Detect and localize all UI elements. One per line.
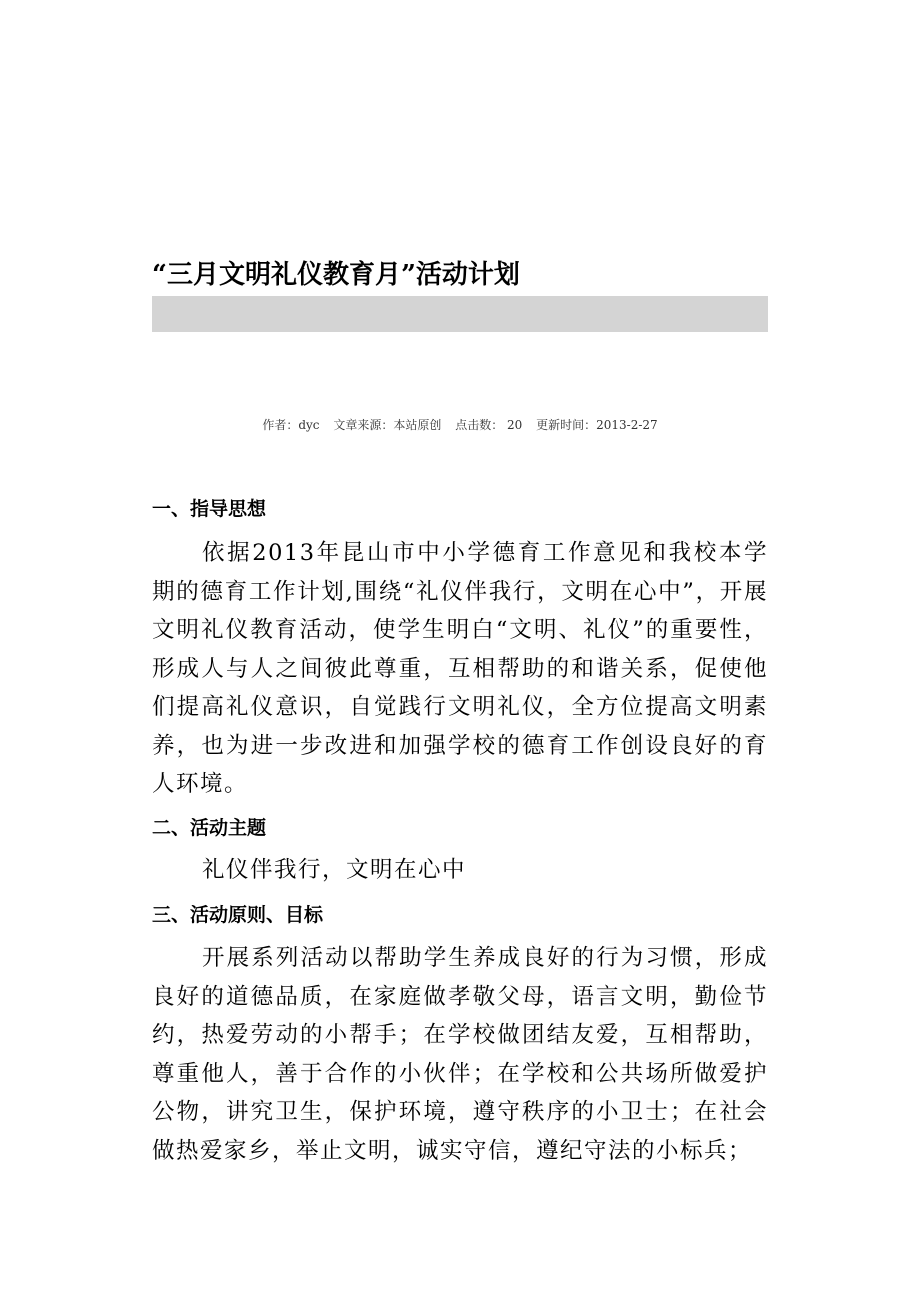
section-paragraph: 依据2013年昆山市中小学德育工作意见和我校本学期的德育工作计划,围绕“礼仪伴我行，文明在心中”，开展文明礼仪教育活动，使学生明白“文明、礼仪”的重要性，形成人与人之间彼此尊重，互相帮助的和谐关系，促使他们提高礼仪意识，自觉践行文明礼仪，全方位提高文明素养，也为进一步改进和加强学校的德育工作创设良好的育人环境。 — [152, 540, 768, 797]
meta-updated: 更新时间：2013-2-27 — [536, 418, 658, 432]
title-divider-bar — [152, 296, 768, 332]
article-meta — [152, 416, 768, 433]
meta-source: 文章来源：本站原创 — [333, 418, 442, 432]
section-heading: 二、活动主题 — [152, 817, 267, 839]
section-paragraph: 开展系列活动以帮助学生养成良好的行为习惯，形成良好的道德品质，在家庭做孝敬父母，语言文明，勤俭节约，热爱劳动的小帮手；在学校做团结友爱，互相帮助，尊重他人，善于合作的小伙伴；在学校和公共场所做爱护公物，讲究卫生，保护环境，遵守秩序的小卫士；在社会做热爱家乡，举止文明，诚实守信，遵纪守法的小标兵； — [152, 945, 768, 1164]
section-heading: 一、指导思想 — [152, 498, 267, 520]
document-title: “三月文明礼仪教育月”活动计划 — [152, 260, 520, 290]
section-paragraph: 礼仪伴我行，文明在心中 — [202, 857, 467, 883]
section-heading: 三、活动原则、目标 — [152, 904, 324, 926]
meta-clicks: 点击数： 20 — [455, 418, 523, 432]
meta-author: 作者：dyc — [262, 418, 320, 432]
